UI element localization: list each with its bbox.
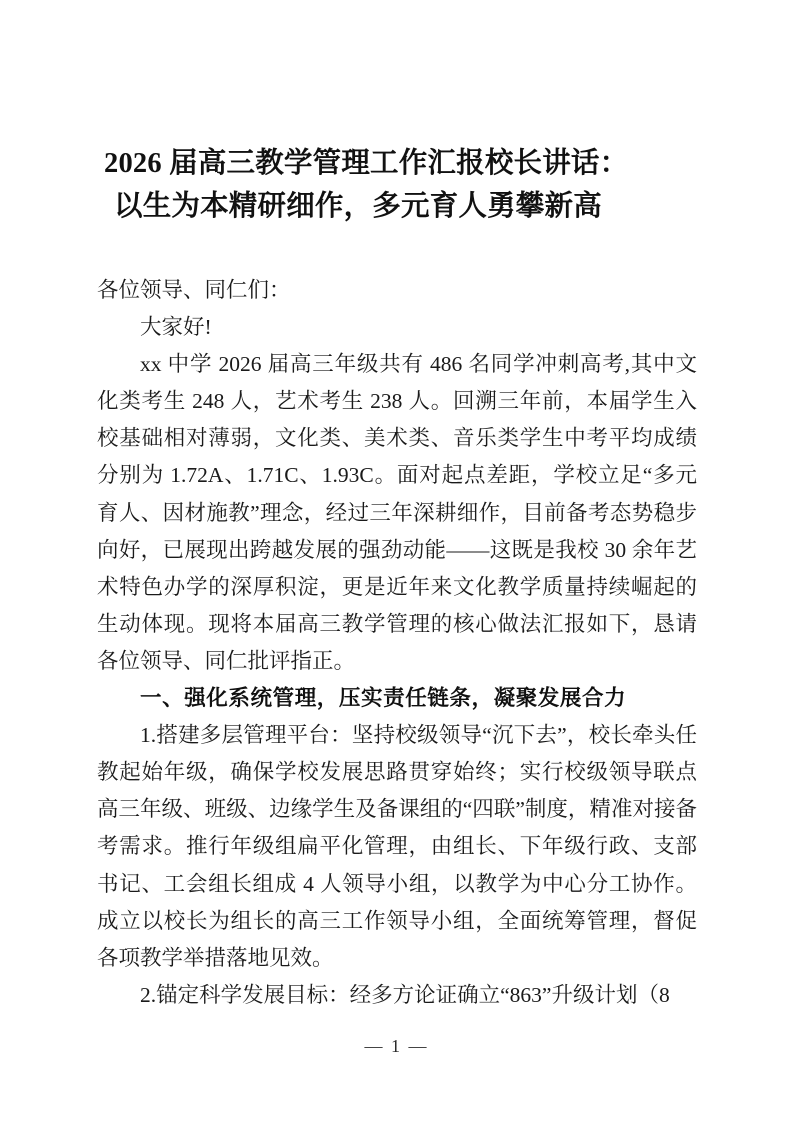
paragraph-intro: xx 中学 2026 届高三年级共有 486 名同学冲刺高考,其中文化类考生 248 人，艺术考生 238 人。回溯三年前，本届学生入校基础相对薄弱，文化类、美术类、音乐类学生中考平均成绩分别为 1.72A、1.71C、1.93C。面对起点差距，学校立足“多元育人、因材施教”理念，经过三年深耕细作，目前备考态势稳步向好，已展现出跨越发展的强劲动能——这既是我校 30 余年艺术特色办学的深厚积淀，更是近年来文化教学质量持续崛起的生动体现。现将本届高三教学管理的核心做法汇报如下，恳请各位领导、同仁批评指正。 [97,352,697,673]
page-title-line-2: 以生为本精研细作，多元育人勇攀新高 [114,191,602,222]
page-number-footer: — 1 — [364,1036,429,1056]
salutation: 各位领导、同仁们： [97,278,291,302]
section-heading-1: 一、强化系统管理，压实责任链条，凝聚发展合力 [140,686,627,711]
page-title-line-1: 2026 届高三教学管理工作汇报校长讲话： [104,148,629,179]
list-item-1: 1.搭建多层管理平台：坚持校级领导“沉下去”，校长牵头任教起始年级，确保学校发展思路贯穿始终；实行校级领导联点高三年级、班级、边缘学生及备课组的“四联”制度，精准对接备考需求。推行年级组扁平化管理，由组长、下年级行政、支部书记、工会组长组成 4 人领导小组，以教学为中心分工协作。成立以校长为组长的高三工作领导小组，全面统筹管理，督促各项教学举措落地见效。 [97,723,697,970]
list-item-2: 2.锚定科学发展目标：经多方论证确立“863”升级计划（8 [140,982,670,1007]
document-body [97,272,697,1014]
page-title [97,142,697,228]
greeting: 大家好! [140,315,212,340]
